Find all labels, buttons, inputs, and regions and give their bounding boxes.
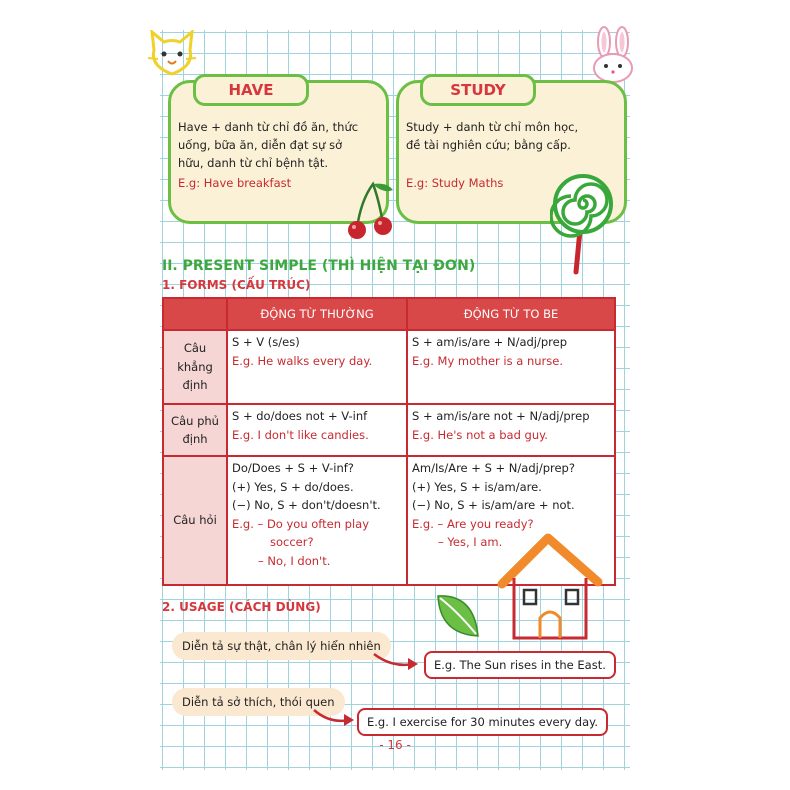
table-cell: Am/Is/Are + S + N/adj/prep? (+) Yes, S + is/am/are. (−) No, S + is/am/are + not. E.g. – Are you ready? – Yes, I am. [407,456,615,585]
have-card-title: HAVE [193,74,309,106]
header-regular-verb: ĐỘNG TỪ THƯỜNG [227,298,407,330]
table-corner [163,298,227,330]
house-icon [496,532,604,644]
table-cell: Do/Does + S + V-inf? (+) Yes, S + do/does. (−) No, S + don't/doesn't. E.g. – Do you often play soccer? – No, I don't. [227,456,407,585]
table-cell: S + am/is/are + N/adj/prep E.g. My mother is a nurse. [407,330,615,404]
have-card-text: Have + danh từ chỉ đồ ăn, thức uống, bữa ăn, diễn đạt sự sở hữu, danh từ chỉ bệnh tật. E.g: Have breakfast [178,118,383,192]
rabbit-icon [588,26,638,84]
leaf-icon [434,592,482,642]
usage-item: Diễn tả sở thích, thói quen [172,688,345,716]
usage-title: 2. USAGE (CÁCH DÙNG) [162,600,321,614]
table-cell: S + do/does not + V-inf E.g. I don't like candies. [227,404,407,456]
row-label: Câu hỏi [163,456,227,585]
arrow-icon [312,706,360,730]
usage-example: E.g. I exercise for 30 minutes every day. [357,708,608,736]
table-row [163,330,615,404]
table-header-row [163,298,615,330]
have-example: E.g: Have breakfast [178,176,292,190]
usage-item: Diễn tả sự thật, chân lý hiển nhiên [172,632,391,660]
table-row [163,404,615,456]
study-card-text: Study + danh từ chỉ môn học, đề tài nghiên cứu; bằng cấp. E.g: Study Maths [406,118,611,192]
lollipop-icon [550,172,616,276]
forms-title: 1. FORMS (CẤU TRÚC) [162,278,311,292]
row-label: Câu phủ định [163,404,227,456]
arrow-icon [372,650,424,674]
page-number: - 16 - [379,738,411,752]
row-label: Câu khẳng định [163,330,227,404]
cherry-icon [343,180,397,242]
header-to-be: ĐỘNG TỪ TO BE [407,298,615,330]
table-cell: S + V (s/es) E.g. He walks every day. [227,330,407,404]
cat-icon [146,30,198,80]
usage-example: E.g. The Sun rises in the East. [424,651,616,679]
table-cell: S + am/is/are not + N/adj/prep E.g. He's not a bad guy. [407,404,615,456]
section-title: II. PRESENT SIMPLE (THÌ HIỆN TẠI ĐƠN) [162,258,476,274]
study-card-title: STUDY [420,74,536,106]
study-example: E.g: Study Maths [406,176,504,190]
